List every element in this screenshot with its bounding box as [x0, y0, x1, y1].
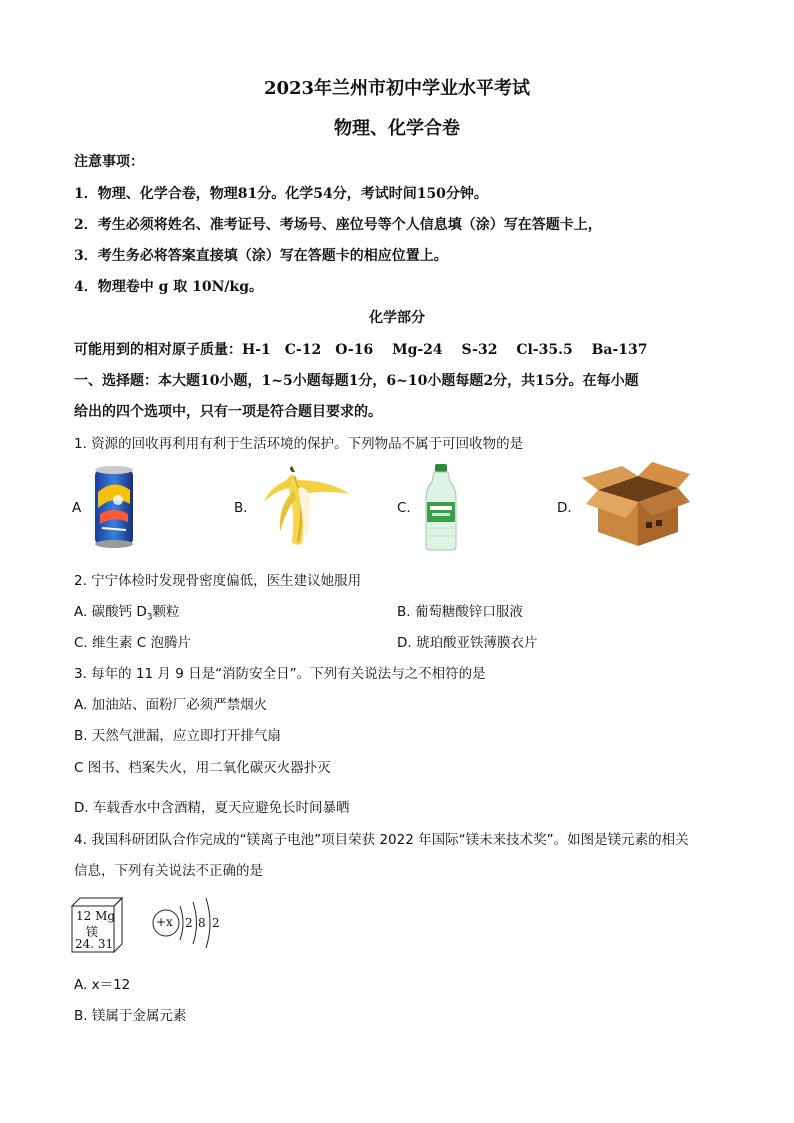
q3-option-b: B. 天然气泄漏，应立即打开排气扇: [74, 728, 281, 744]
element-name: 镁: [86, 925, 99, 939]
q2-option-d: D. 琥珀酸亚铁薄膜衣片: [397, 635, 538, 651]
q1-option-b-label: B.: [234, 500, 248, 516]
q3-option-c: C 图书、档案失火，用二氧化碳灭火器扑灭: [74, 760, 331, 776]
notice-item-3: 3．考生务必将答案直接填（涂）写在答题卡的相应位置上。: [74, 248, 448, 264]
exam-title: 2023年兰州市初中学业水平考试: [263, 78, 531, 99]
q2-stem: 2. 宁宁体检时发现骨密度偏低，医生建议她服用: [74, 573, 362, 589]
banana-image: [262, 466, 352, 548]
part1-instructions-line2: 给出的四个选项中，只有一项是符合题目要求的。: [74, 404, 382, 420]
atomic-masses: 可能用到的相对原子质量：H-1 C-12 O-16 Mg-24 S-32 Cl-35.5 Ba-137: [74, 342, 648, 358]
cardboard-box-image: [582, 462, 692, 546]
element-mass: 24. 31: [75, 937, 114, 951]
water-bottle-image: [424, 464, 458, 552]
q2-option-b: B. 葡萄糖酸锌口服液: [397, 604, 523, 620]
q4-option-a: A. x＝12: [74, 977, 131, 993]
q3-option-d: D. 车载香水中含酒精，夏天应避免长时间暴晒: [74, 800, 350, 816]
notice-item-2: 2．考生必须将姓名、准考证号、考场号、座位号等个人信息填（涂）写在答题卡上，: [74, 217, 602, 233]
q4-stem-line1: 4. 我国科研团队合作完成的“镁离子电池”项目荣获 2022 年国际“镁未来技术奖”。如图是镁元素的相关: [74, 832, 689, 848]
notice-item-1: 1．物理、化学合卷，物理81分。化学54分，考试时间150分钟。: [74, 186, 488, 202]
shell-1-electrons: 2: [185, 916, 193, 930]
notice-heading: 注意事项：: [74, 154, 144, 170]
q1-option-a-label: A: [72, 500, 82, 516]
section-title: 化学部分: [369, 310, 425, 326]
notice-item-4: 4．物理卷中 g 取 10N/kg。: [74, 279, 264, 295]
q1-stem: 1. 资源的回收再利用有利于生活环境的保护。下列物品不属于可回收物的是: [74, 436, 524, 452]
exam-subtitle: 物理、化学合卷: [334, 118, 460, 139]
element-number-symbol: 12 Mg: [76, 909, 116, 923]
atom-nucleus: +x: [156, 915, 173, 929]
soda-can-image: [92, 464, 136, 550]
q2-option-c: C. 维生素 C 泡腾片: [74, 635, 192, 651]
q4-option-b: B. 镁属于金属元素: [74, 1008, 187, 1024]
shell-2-electrons: 8: [198, 916, 206, 930]
part1-instructions-line1: 一、选择题：本大题10小题，1~5小题每题1分，6~10小题每题2分，共15分。在每小题: [74, 373, 639, 389]
magnesium-element-figure: [68, 892, 228, 954]
q3-option-a: A. 加油站、面粉厂必须严禁烟火: [74, 697, 268, 713]
q2-option-a: A. 碳酸钙 $D_3$颗粒: [74, 604, 180, 623]
q1-option-c-label: C.: [397, 500, 411, 516]
q3-stem: 3. 每年的 11 月 9 日是“消防安全日”。下列有关说法与之不相符的是: [74, 666, 486, 682]
q1-option-d-label: D.: [557, 500, 572, 516]
q4-stem-line2: 信息，下列有关说法不正确的是: [74, 863, 263, 879]
shell-3-electrons: 2: [212, 916, 220, 930]
